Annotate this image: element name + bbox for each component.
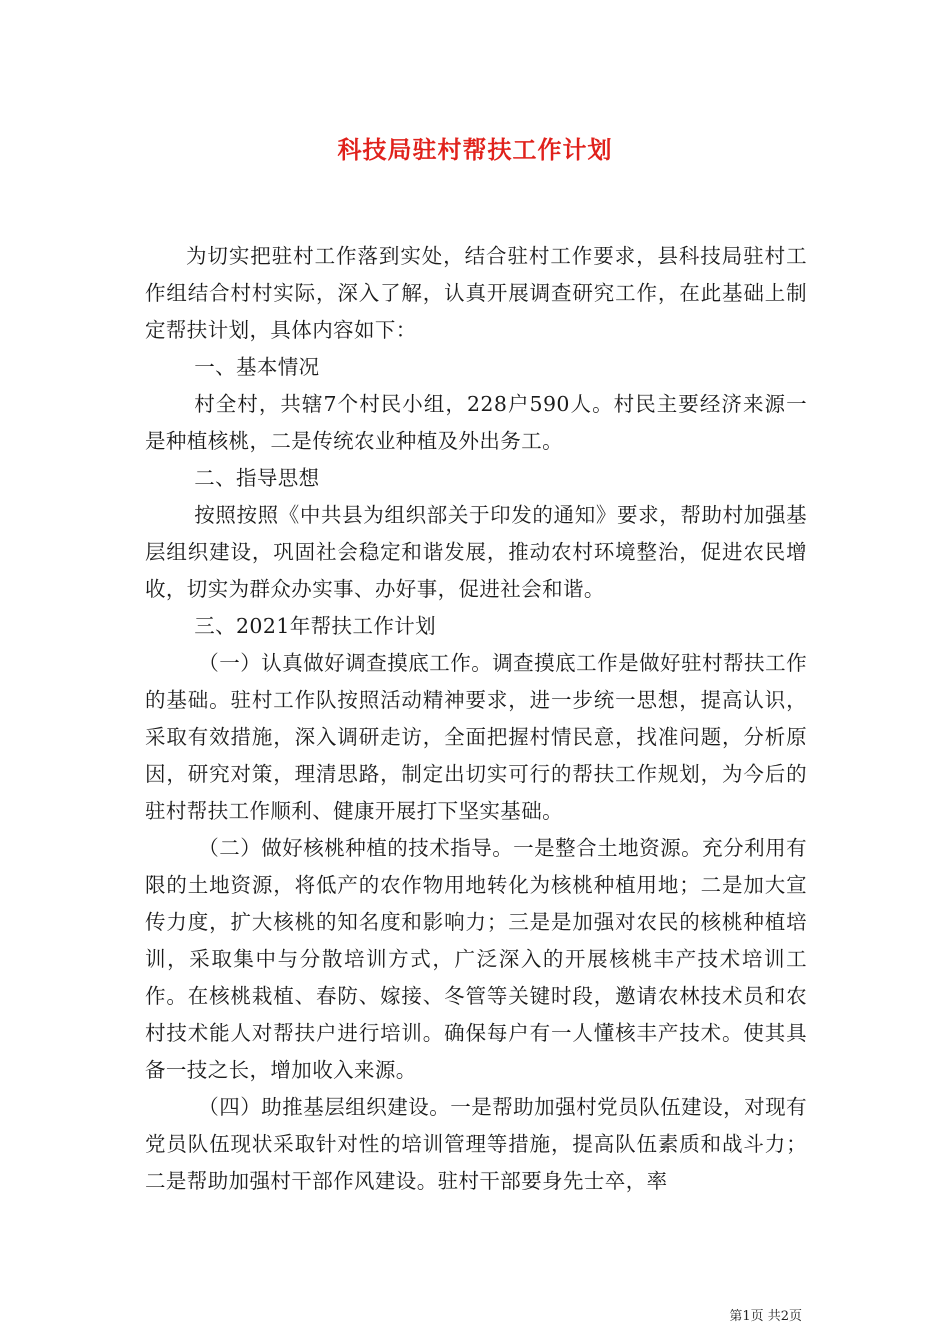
section-heading-basic-situation: 一、基本情况 (194, 355, 320, 379)
intro-paragraph: 为切实把驻村工作落到实处，结合驻村工作要求，县科技局驻村工作组结合村村实际，深入了解，认真开展调查研究工作，在此基础上制定帮扶计划，具体内容如下： (145, 244, 807, 342)
plan-item-survey: （一）认真做好调查摸底工作。调查摸底工作是做好驻村帮扶工作的基础。驻村工作队按照活动精神要求，进一步统一思想，提高认识，采取有效措施，深入调研走访，全面把握村情民意，找准问题，分析原因，研究对策，理清思路，制定出切实可行的帮扶工作规划，为今后的驻村帮扶工作顺利、健康开展打下坚实基础。 (145, 651, 807, 823)
plan-item-organization: （四）助推基层组织建设。一是帮助加强村党员队伍建设，对现有党员队伍现状采取针对性的培训管理等措施，提高队伍素质和战斗力；二是帮助加强村干部作风建设。驻村干部要身先士卒，率 (145, 1095, 807, 1193)
document-title: 科技局驻村帮扶工作计划 (337, 135, 613, 164)
basic-situation-paragraph: 村全村，共辖7个村民小组，228户590人。村民主要经济来源一是种植核桃，二是传统农业种植及外出务工。 (145, 392, 807, 453)
plan-item-walnut-guidance: （二）做好核桃种植的技术指导。一是整合土地资源。充分利用有限的土地资源，将低产的农作物用地转化为核桃种植用地；二是加大宣传力度，扩大核桃的知名度和影响力；三是是加强对农民的核桃种植培训，采取集中与分散培训方式，广泛深入的开展核桃丰产技术培训工作。在核桃栽植、春防、嫁接、冬管等关键时段，邀请农林技术员和农村技术能人对帮扶户进行培训。确保每户有一人懂核丰产技术。使其具备一技之长，增加收入来源。 (145, 836, 807, 1082)
section-heading-guiding-thought: 二、指导思想 (194, 466, 320, 490)
page-number: 第1页 共2页 (729, 1309, 802, 1324)
guiding-thought-paragraph: 按照按照《中共县为组织部关于印发的通知》要求，帮助村加强基层组织建设，巩固社会稳定和谐发展，推动农村环境整治，促进农民增收，切实为群众办实事、办好事，促进社会和谐。 (145, 503, 807, 601)
section-heading-plan: 三、2021年帮扶工作计划 (194, 614, 437, 638)
document-body (145, 238, 807, 1200)
